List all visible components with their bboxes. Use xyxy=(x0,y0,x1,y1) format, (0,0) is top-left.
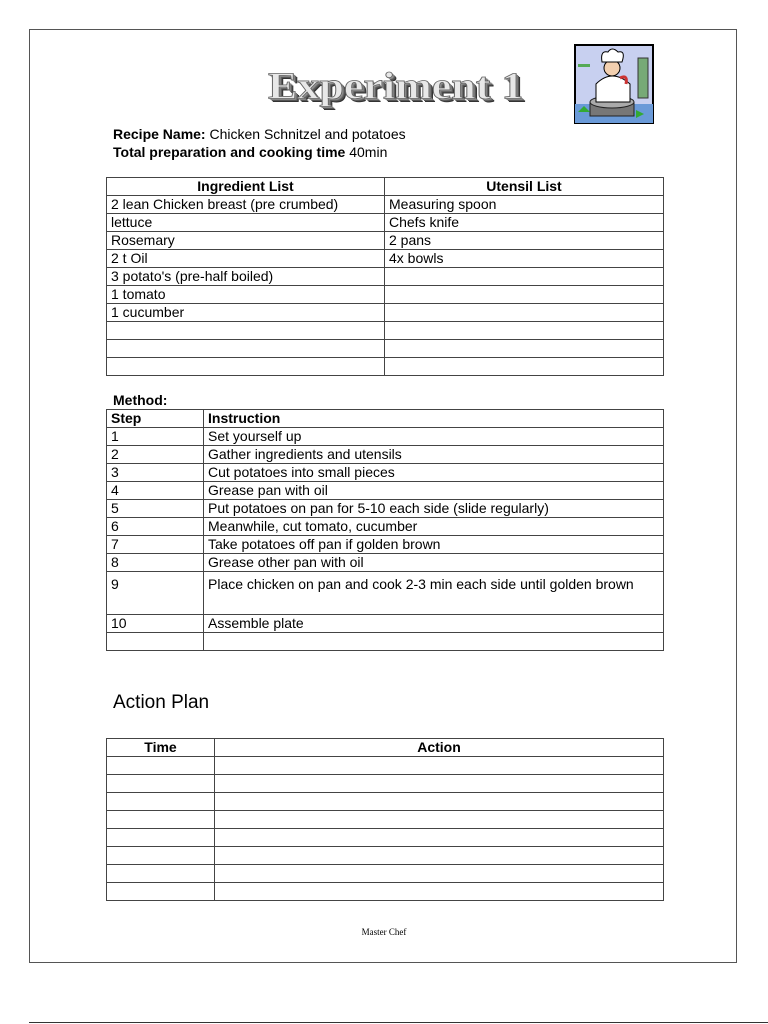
instruction-cell: Gather ingredients and utensils xyxy=(204,446,664,464)
step-cell: 5 xyxy=(107,500,204,518)
recipe-time-value: 40min xyxy=(349,144,388,160)
instruction-cell: Meanwhile, cut tomato, cucumber xyxy=(204,518,664,536)
table-row xyxy=(107,250,664,268)
time-cell xyxy=(107,865,215,883)
table-row xyxy=(107,793,664,811)
ingredient-cell xyxy=(107,340,385,358)
step-cell xyxy=(107,633,204,651)
utensil-cell xyxy=(385,340,664,358)
action-cell xyxy=(215,757,664,775)
table-row xyxy=(107,322,664,340)
action-plan-heading: Action Plan xyxy=(113,692,210,713)
table-row xyxy=(107,340,664,358)
ingredient-cell: 3 potato's (pre-half boiled) xyxy=(107,268,385,286)
table-row xyxy=(107,811,664,829)
step-cell: 7 xyxy=(107,536,204,554)
utensil-cell xyxy=(385,304,664,322)
action-cell xyxy=(215,775,664,793)
recipe-name-value: Chicken Schnitzel and potatoes xyxy=(209,126,406,142)
table-header-row xyxy=(107,178,664,196)
table-row xyxy=(107,847,664,865)
utensil-list-header: Utensil List xyxy=(385,178,664,196)
action-cell xyxy=(215,847,664,865)
instruction-cell: Set yourself up xyxy=(204,428,664,446)
ingredient-cell: 2 lean Chicken breast (pre crumbed) xyxy=(107,196,385,214)
utensil-cell: Chefs knife xyxy=(385,214,664,232)
page-title: Experiment 1 xyxy=(268,64,524,107)
table-row xyxy=(107,464,664,482)
instruction-cell: Take potatoes off pan if golden brown xyxy=(204,536,664,554)
table-row xyxy=(107,615,664,633)
table-row xyxy=(107,883,664,901)
recipe-name-label: Recipe Name: xyxy=(113,126,206,142)
ingredient-cell: lettuce xyxy=(107,214,385,232)
time-cell xyxy=(107,829,215,847)
ingredient-cell: 1 cucumber xyxy=(107,304,385,322)
footer: Master Chef xyxy=(361,927,407,937)
ingredient-cell: Rosemary xyxy=(107,232,385,250)
utensil-cell xyxy=(385,322,664,340)
table-row xyxy=(107,572,664,615)
step-cell: 4 xyxy=(107,482,204,500)
table-header-row xyxy=(107,410,664,428)
time-cell xyxy=(107,775,215,793)
instruction-cell: Assemble plate xyxy=(204,615,664,633)
action-header: Action xyxy=(215,739,664,757)
method-label: Method: xyxy=(113,392,168,408)
step-header: Step xyxy=(107,410,204,428)
action-cell xyxy=(215,811,664,829)
chef-icon xyxy=(574,44,654,124)
table-row xyxy=(107,268,664,286)
step-cell: 2 xyxy=(107,446,204,464)
step-cell: 6 xyxy=(107,518,204,536)
step-cell: 10 xyxy=(107,615,204,633)
table-row xyxy=(107,518,664,536)
instruction-cell: Put potatoes on pan for 5-10 each side (slide regularly) xyxy=(204,500,664,518)
table-header-row xyxy=(107,739,664,757)
step-cell: 3 xyxy=(107,464,204,482)
table-row xyxy=(107,536,664,554)
instruction-cell: Grease pan with oil xyxy=(204,482,664,500)
table-row xyxy=(107,757,664,775)
table-row xyxy=(107,865,664,883)
recipe-meta xyxy=(113,125,406,161)
table-row xyxy=(107,500,664,518)
table-row xyxy=(107,775,664,793)
utensil-cell: Measuring spoon xyxy=(385,196,664,214)
action-cell xyxy=(215,829,664,847)
ingredient-cell xyxy=(107,322,385,340)
step-cell: 8 xyxy=(107,554,204,572)
action-cell xyxy=(215,865,664,883)
table-row xyxy=(107,482,664,500)
instruction-header: Instruction xyxy=(204,410,664,428)
table-row xyxy=(107,214,664,232)
table-row xyxy=(107,196,664,214)
table-row xyxy=(107,286,664,304)
time-cell xyxy=(107,847,215,865)
table-row xyxy=(107,446,664,464)
table-row xyxy=(107,428,664,446)
action-cell xyxy=(215,883,664,901)
table-row xyxy=(107,829,664,847)
utensil-cell xyxy=(385,286,664,304)
action-cell xyxy=(215,793,664,811)
instruction-cell: Place chicken on pan and cook 2-3 min each side until golden brown xyxy=(204,572,664,615)
ingredient-utensil-table xyxy=(106,177,664,376)
ingredient-cell: 1 tomato xyxy=(107,286,385,304)
recipe-time-line xyxy=(113,143,406,161)
table-row xyxy=(107,358,664,376)
utensil-cell: 2 pans xyxy=(385,232,664,250)
table-row xyxy=(107,232,664,250)
step-cell: 9 xyxy=(107,572,204,615)
bottom-rule xyxy=(29,1022,768,1023)
instruction-cell xyxy=(204,633,664,651)
instruction-cell: Grease other pan with oil xyxy=(204,554,664,572)
utensil-cell xyxy=(385,268,664,286)
table-row xyxy=(107,304,664,322)
action-plan-table xyxy=(106,738,664,901)
recipe-name-line xyxy=(113,125,406,143)
ingredient-list-header: Ingredient List xyxy=(107,178,385,196)
time-header: Time xyxy=(107,739,215,757)
ingredient-cell: 2 t Oil xyxy=(107,250,385,268)
utensil-cell: 4x bowls xyxy=(385,250,664,268)
time-cell xyxy=(107,811,215,829)
time-cell xyxy=(107,793,215,811)
utensil-cell xyxy=(385,358,664,376)
ingredient-cell xyxy=(107,358,385,376)
method-table xyxy=(106,409,664,651)
instruction-cell: Cut potatoes into small pieces xyxy=(204,464,664,482)
time-cell xyxy=(107,883,215,901)
step-cell: 1 xyxy=(107,428,204,446)
time-cell xyxy=(107,757,215,775)
table-row xyxy=(107,633,664,651)
table-row xyxy=(107,554,664,572)
recipe-time-label: Total preparation and cooking time xyxy=(113,144,346,160)
